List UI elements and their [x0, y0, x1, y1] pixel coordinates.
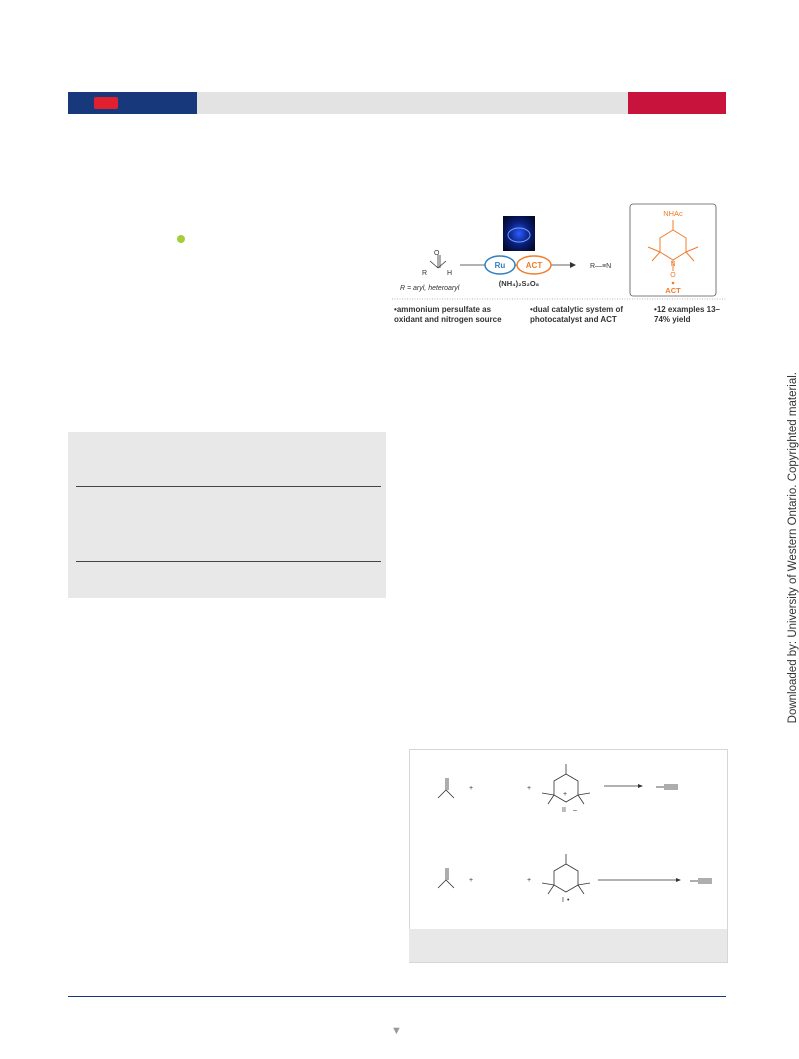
journal-banner-left [68, 92, 197, 114]
scheme-charge-minus: – [573, 807, 577, 814]
scheme-plus-3: + [469, 877, 474, 884]
info-box-divider [76, 561, 381, 562]
scheme-caption-box [409, 929, 727, 962]
act-structure-label: ACT [665, 286, 681, 295]
r-group-note: R = aryl, heteroaryl [400, 285, 460, 292]
ga-bullet-1: • ammonium persulfate as oxidant and nitrogen source [394, 305, 514, 325]
act-nitrogen: N [670, 261, 676, 268]
scheme-plus-1: + [469, 785, 474, 792]
scheme-drawing [410, 750, 727, 930]
ru-label: Ru [494, 261, 506, 270]
download-notice: Downloaded by: University of Western Ontario. Copyrighted material. [787, 372, 799, 724]
reagent-label: (NH₄)₂S₂O₈ [498, 279, 540, 288]
aldehyde-hydrogen: H [447, 270, 453, 277]
footer-divider [68, 996, 726, 997]
journal-banner-middle [197, 92, 628, 114]
journal-badge [94, 97, 118, 109]
scheme-plus-2: + [527, 785, 532, 792]
aldehyde-r-group: R [422, 270, 428, 277]
aldehyde-oxygen: O [434, 250, 440, 257]
orcid-icon[interactable] [177, 235, 185, 243]
act-cycle-label: ACT [525, 261, 543, 270]
scheme-radical-dot: • [567, 897, 570, 904]
down-triangle-icon[interactable]: ▼ [391, 1025, 402, 1037]
info-box-divider [76, 486, 381, 487]
scheme-plus-4: + [527, 877, 532, 884]
graphical-abstract [390, 195, 728, 340]
journal-banner-right [628, 92, 726, 114]
article-info-box [68, 432, 386, 598]
nitrile-product: R—≡N [590, 263, 612, 270]
act-substituent: NHAc [663, 209, 683, 218]
ga-bullet-3: • 12 examples 13–74% yield [654, 305, 726, 325]
ga-bullet-2: • dual catalytic system of photocatalyst and ACT [530, 305, 640, 325]
act-oxygen: O [670, 272, 676, 279]
scheme-charge-plus: + [563, 791, 568, 798]
scheme-label-i: I [562, 897, 564, 904]
scheme-charge-label: II [562, 807, 566, 814]
